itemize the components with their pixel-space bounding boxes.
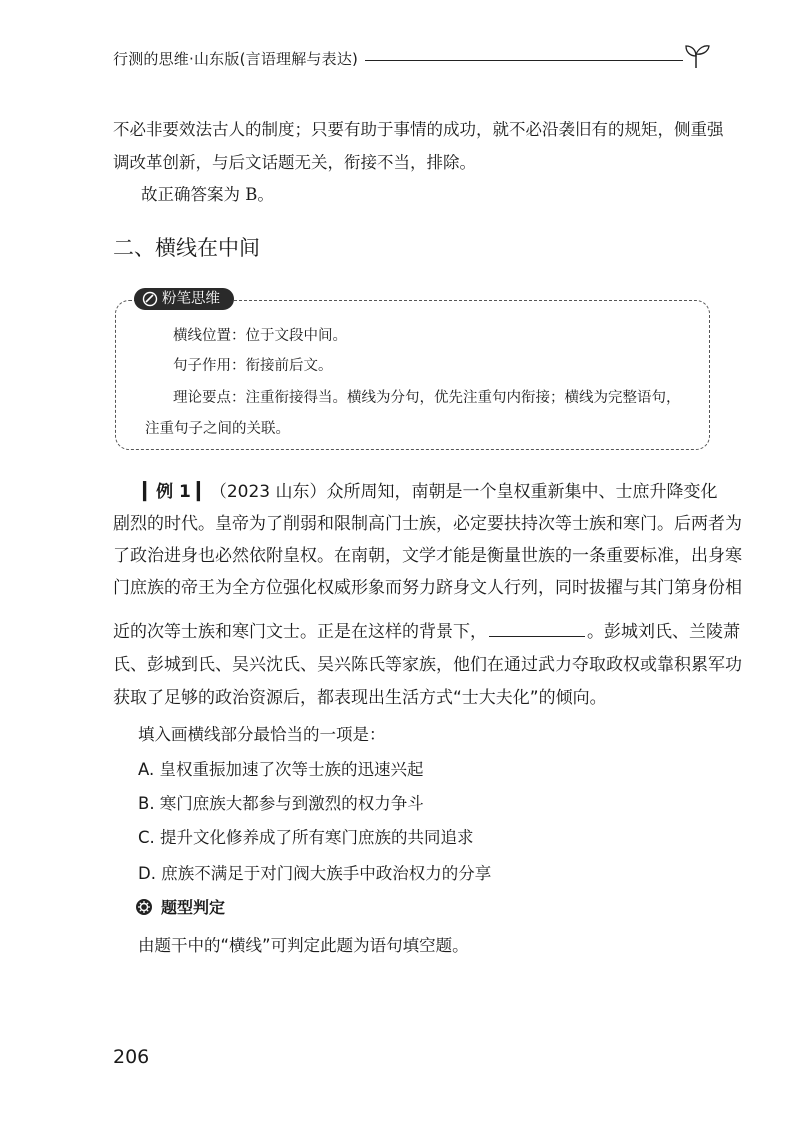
think-theory-1: 理论要点：注重衔接得当。横线为分句，优先注重句内衔接；横线为完整语句， — [173, 390, 681, 406]
section-title: 二、横线在中间 — [113, 236, 260, 260]
chalk-icon — [142, 291, 158, 307]
answer-line: 故正确答案为 B。 — [141, 185, 274, 204]
option-d: D. 庶族不满足于对门阀大族手中政治权力的分享 — [138, 864, 492, 883]
line5-after: 。彭城刘氏、兰陵萧 — [587, 622, 740, 642]
example-marker-left: ▎ — [143, 482, 157, 502]
think-position: 横线位置：位于文段中间。 — [173, 328, 347, 344]
page-number: 206 — [113, 1046, 150, 1068]
example-label: 例 1 — [156, 482, 191, 502]
option-b: B. 寒门庶族大都参与到激烈的权力争斗 — [138, 794, 424, 813]
example-line-4: 门庶族的帝王为全方位强化权威形象而努力跻身文人行列，同时拔擢与其门第身份相 — [113, 578, 742, 598]
book-title: 行测的思维·山东版(言语理解与表达) — [113, 50, 359, 68]
question-prompt: 填入画横线部分最恰当的一项是： — [138, 725, 386, 744]
example-source: （2023 山东）众所周知，南朝是一个皇权重新集中、士庶升降变化 — [209, 482, 718, 502]
intro-line-2: 调改革创新，与后文话题无关，衔接不当，排除。 — [113, 153, 476, 172]
sprout-icon — [681, 40, 711, 70]
judge-text: 由题干中的“横线”可判定此题为语句填空题。 — [138, 936, 469, 955]
judge-heading — [135, 895, 225, 918]
example-first-line — [143, 477, 718, 502]
running-header — [113, 48, 713, 76]
header-rule — [365, 60, 683, 61]
think-theory-2: 注重句子之间的关联。 — [145, 421, 290, 437]
fill-blank — [489, 622, 585, 637]
example-line-3: 了政治进身也必然依附皇权。在南朝，文学才能是衡量世族的一条重要标准，出身寒 — [113, 546, 742, 566]
judge-title: 题型判定 — [161, 898, 226, 917]
think-badge-label: 粉笔思维 — [162, 291, 220, 307]
example-line-6: 氏、彭城到氏、吴兴沈氏、吴兴陈氏等家族，他们在通过武力夺取政权或靠积累军功 — [113, 655, 742, 675]
line5-before: 近的次等士族和寒门文士。正是在这样的背景下， — [113, 622, 487, 642]
example-line-7: 获取了足够的政治资源后，都表现出生活方式“士大夫化”的倾向。 — [113, 688, 607, 708]
example-line-2: 剧烈的时代。皇帝为了削弱和限制高门士族，必定要扶持次等士族和寒门。后两者为 — [113, 514, 742, 534]
intro-line-1: 不必非要效法古人的制度；只要有助于事情的成功，就不必沿袭旧有的规矩，侧重强 — [113, 120, 724, 139]
option-a: A. 皇权重振加速了次等士族的迅速兴起 — [138, 760, 424, 779]
example-line-5 — [113, 617, 740, 642]
example-marker-right: ▎ — [190, 482, 210, 502]
option-c: C. 提升文化修养成了所有寒门庶族的共同追求 — [138, 828, 474, 847]
gear-bulb-icon — [135, 898, 153, 916]
think-role: 句子作用：衔接前后文。 — [173, 358, 333, 374]
think-badge — [134, 288, 234, 310]
